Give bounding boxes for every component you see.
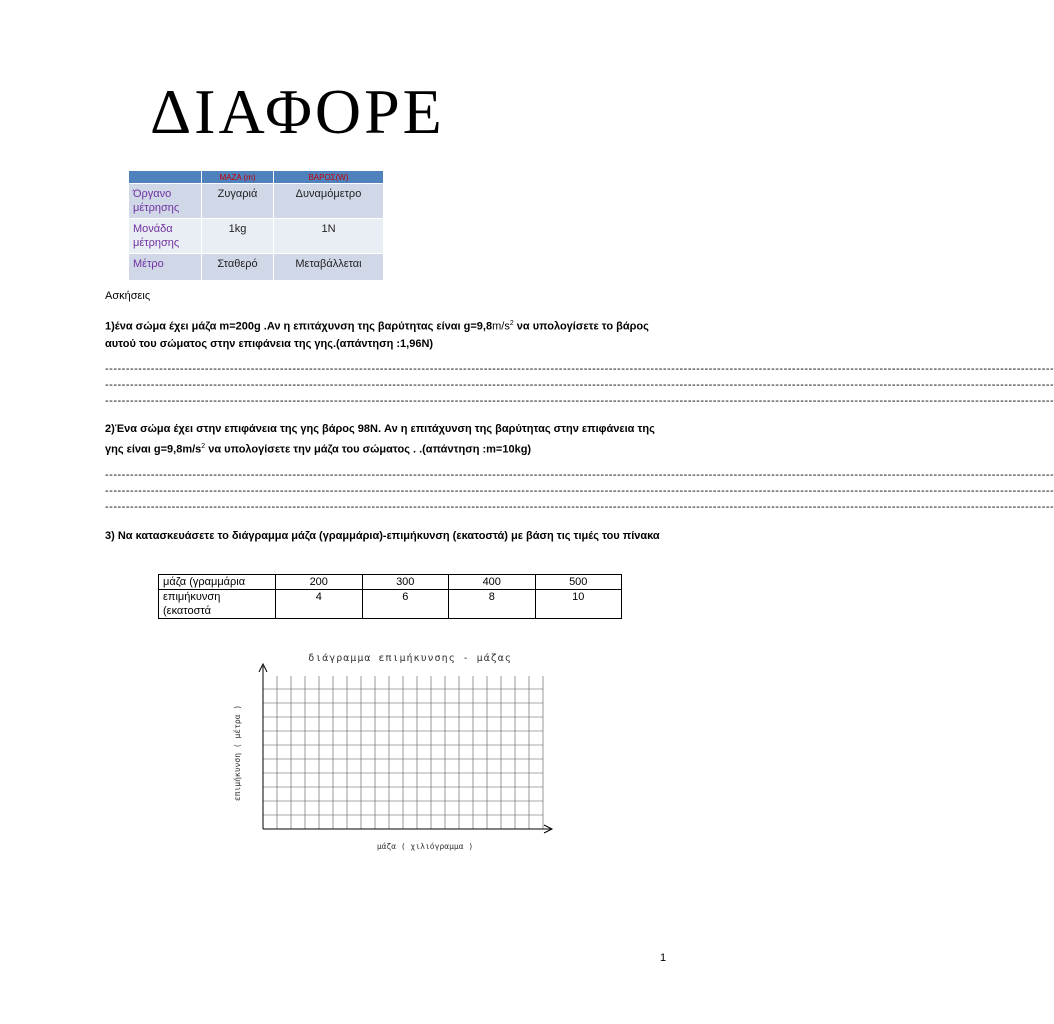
empty-graph-grid xyxy=(210,640,560,860)
extension-value-cell: 6 xyxy=(362,590,449,619)
graph-x-label: μάζα ( χιλιόγραμμα ) xyxy=(376,842,474,851)
row-label: Μονάδα μέτρησης xyxy=(129,219,202,254)
exercises-heading: Ασκήσεις xyxy=(105,290,151,302)
answer-line: ------------------------------------------------------------------------------------------------------------------------------------------------------------------------------------------------------------------------------------ xyxy=(105,485,1054,497)
mass-value-cell: 500 xyxy=(535,575,622,590)
weight-cell: Μεταβάλλεται xyxy=(273,254,383,281)
exercise-1-part-a: 1)ένα σώμα έχει μάζα m=200g .Αν η επιτάχυνση της βαρύτητας είναι g=9,8 xyxy=(105,320,493,333)
mass-cell: Σταθερό xyxy=(202,254,274,281)
table-row xyxy=(159,575,622,590)
mass-cell: 1kg xyxy=(202,219,274,254)
exercise-2-part-a: 2)Ένα σώμα έχει στην επιφάνεια της γης βάρος 98N. Αν η επιτάχυνση της βαρύτητας στην επιφάνεια της γης είναι g=9,8m/s xyxy=(105,423,655,456)
table-header-cell: ΜΑΖΑ (m) xyxy=(202,171,274,184)
graph-y-label: επιμήκυνση ( μέτρα ) xyxy=(233,704,242,802)
exercise-1-part-b: να υπολογίσετε το βάρος αυτού του σώματος στην επιφάνεια της γης.(απάντηση :1,96N) xyxy=(105,320,649,350)
page-title: ΔΙΑΦΟΡΕ xyxy=(150,76,445,147)
mass-value-cell: 300 xyxy=(362,575,449,590)
answer-line: ------------------------------------------------------------------------------------------------------------------------------------------------------------------------------------------------------------------------------------ xyxy=(105,363,1054,375)
table-row xyxy=(129,219,384,254)
mass-value-cell: 400 xyxy=(449,575,536,590)
exercise-2-superscript: 2 xyxy=(201,443,206,450)
mass-cell: Ζυγαριά xyxy=(202,184,274,219)
extension-value-cell: 8 xyxy=(449,590,536,619)
table-row xyxy=(159,590,622,619)
table-row xyxy=(129,254,384,281)
weight-cell: Δυναμόμετρο xyxy=(273,184,383,219)
exercise-3-text: 3) Να κατασκευάσετε το διάγραμμα μάζα (γραμμάρια)-επιμήκυνση (εκατοστά) με βάση τις τιμές του πίνακα xyxy=(105,530,660,542)
exercise-1-text xyxy=(105,315,675,353)
extension-label-cell: επιμήκυνση (εκατοστά xyxy=(159,590,276,619)
row-label: Όργανο μέτρησης xyxy=(129,184,202,219)
exercise-2-part-b: να υπολογίσετε την μάζα του σώματος . .(απάντηση :m=10kg) xyxy=(205,443,532,456)
table-header-cell: ΒΑΡΟΣ(W) xyxy=(273,171,383,184)
mass-label-cell: μάζα (γραμμάρια xyxy=(159,575,276,590)
answer-line: ------------------------------------------------------------------------------------------------------------------------------------------------------------------------------------------------------------------------------------ xyxy=(105,395,1054,407)
answer-line: ------------------------------------------------------------------------------------------------------------------------------------------------------------------------------------------------------------------------------------ xyxy=(105,379,1054,391)
exercise-2-text xyxy=(105,421,675,459)
mass-value-cell: 200 xyxy=(276,575,363,590)
page-number: 1 xyxy=(660,952,667,964)
weight-cell: 1N xyxy=(273,219,383,254)
title-region xyxy=(150,76,445,147)
mass-extension-table xyxy=(158,574,622,619)
graph-title: διάγραμμα επιμήκυνσης - μάζας xyxy=(308,653,512,664)
table-header-row xyxy=(129,171,384,184)
exercise-1-superscript: 2 xyxy=(509,320,514,327)
extension-value-cell: 4 xyxy=(276,590,363,619)
extension-value-cell: 10 xyxy=(535,590,622,619)
table-row xyxy=(129,184,384,219)
exercise-1-unit: m/s xyxy=(492,320,510,333)
answer-line: ------------------------------------------------------------------------------------------------------------------------------------------------------------------------------------------------------------------------------------ xyxy=(105,501,1054,513)
row-label: Μέτρο xyxy=(129,254,202,281)
mass-weight-comparison-table xyxy=(128,170,384,281)
grid-lines xyxy=(263,676,543,829)
table-header-cell xyxy=(129,171,202,184)
answer-line: ------------------------------------------------------------------------------------------------------------------------------------------------------------------------------------------------------------------------------------ xyxy=(105,469,1054,481)
